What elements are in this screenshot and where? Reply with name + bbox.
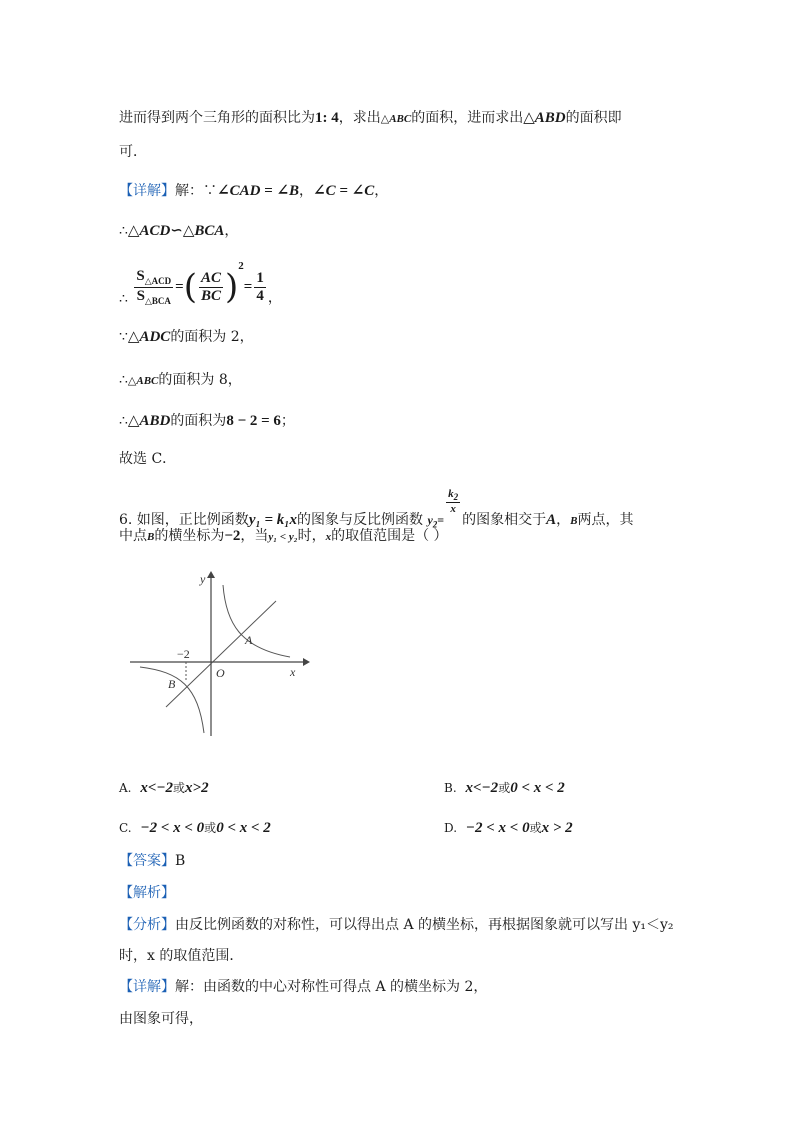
- text: ，: [224, 223, 239, 239]
- question-6-line-2: [119, 526, 448, 547]
- text: =: [243, 279, 253, 295]
- origin-label: O: [216, 666, 225, 680]
- text-line-7: [119, 370, 242, 391]
- variable-x: x: [325, 531, 332, 543]
- answer-value: B: [175, 853, 186, 869]
- side-ratio-fraction: [199, 270, 223, 305]
- text: ，: [267, 290, 282, 306]
- option-c[interactable]: [119, 818, 271, 838]
- option-expr: x > 2: [541, 820, 573, 836]
- text: 或: [204, 821, 217, 835]
- text: 4: [256, 287, 264, 304]
- text: 的面积为 8，: [158, 372, 242, 388]
- x-axis-label: x: [290, 665, 296, 679]
- fenxi-line-2: 时，x 的取值范围．: [119, 948, 244, 964]
- text-line-8: [119, 411, 295, 431]
- text: 时，: [297, 528, 326, 544]
- text: 的面积为 2，: [170, 329, 254, 345]
- text: △ACD: [144, 275, 172, 286]
- detail-heading: 【详解】: [119, 979, 175, 995]
- fenxi-line: [119, 915, 674, 935]
- analysis-heading: 【解析】: [119, 885, 175, 901]
- text: ，当: [240, 528, 269, 544]
- hyperbola-branch-1: [223, 585, 290, 657]
- text-line-2: 可．: [119, 144, 147, 160]
- triangle-abd: △ABD: [127, 413, 171, 429]
- answer-heading: 【答案】: [119, 853, 175, 869]
- text: ∴: [119, 413, 128, 429]
- text: S: [136, 267, 145, 284]
- text: 6. 如图，正比例函数: [119, 512, 249, 529]
- last-line: 由图象可得，: [119, 1011, 203, 1027]
- y-axis-label: y: [200, 572, 206, 586]
- calc-expr: 8 − 2 = 6: [226, 413, 281, 429]
- detail-line: [119, 977, 487, 997]
- point-a-label: A: [245, 633, 253, 647]
- result-fraction: [254, 270, 266, 305]
- text: 的图象相交于: [462, 512, 547, 529]
- triangle-abc: △ABC: [380, 113, 412, 125]
- option-b[interactable]: [444, 778, 565, 798]
- text: AC: [200, 269, 221, 286]
- question-6-line-1: [119, 488, 633, 530]
- triangle-adc: △ADC: [127, 329, 171, 345]
- text: 解：∵: [175, 183, 217, 199]
- x-axis-arrow: [303, 658, 310, 666]
- option-expr: 0 < x < 2: [216, 820, 271, 836]
- option-label: A.: [119, 781, 132, 795]
- text: ，: [299, 183, 314, 199]
- text: 的横坐标为: [154, 528, 225, 544]
- point-a: A: [546, 512, 557, 529]
- text: 或: [529, 821, 542, 835]
- text: 的面积，进而求出: [411, 110, 524, 126]
- text: 的面积即: [565, 110, 622, 126]
- text: ，: [556, 512, 571, 529]
- ratio-expr: 1: 4: [315, 110, 339, 126]
- text: 中点: [119, 528, 147, 544]
- triangle-abc: △ABC: [127, 375, 159, 387]
- option-a[interactable]: [119, 778, 209, 798]
- text: ，: [374, 183, 389, 199]
- text: ；: [280, 413, 295, 429]
- point-b: B: [570, 515, 578, 528]
- triangle-abd: △ABD: [523, 110, 566, 126]
- point-b: B: [147, 531, 155, 543]
- exponent: 2: [238, 260, 244, 272]
- text: 由反比例函数的对称性，可以得出点 A 的横坐标，再根据图象就可以写出 y₁＜y₂: [175, 917, 674, 933]
- y-axis-arrow: [207, 571, 215, 578]
- option-expr: −2 < x < 0: [465, 820, 530, 836]
- area-ratio-fraction: [134, 268, 173, 307]
- option-expr: 0 < x < 2: [510, 780, 565, 796]
- point-b-label: B: [168, 677, 176, 691]
- option-label: C.: [119, 821, 132, 835]
- text-line-5: [119, 260, 282, 307]
- text: ∴: [119, 223, 128, 239]
- option-label: D.: [444, 821, 458, 835]
- function-graph: [120, 568, 310, 740]
- angle-expr: ∠C = ∠C: [313, 183, 375, 199]
- option-expr: x<−2: [140, 780, 174, 796]
- text-line-1: [119, 108, 622, 129]
- text-line-9: 故选 C．: [119, 451, 177, 467]
- right-paren: ): [224, 267, 239, 307]
- condition: y₁ < y₂: [268, 531, 298, 543]
- fenxi-heading: 【分析】: [119, 917, 175, 933]
- text-line-4: [119, 221, 238, 241]
- text-line-3: [119, 181, 388, 201]
- option-expr: x>2: [185, 780, 209, 796]
- text: ，求出: [338, 110, 381, 126]
- option-expr: −2 < x < 0: [140, 820, 205, 836]
- option-label: B.: [444, 781, 457, 795]
- text: 的图象与反比例函数: [296, 512, 423, 529]
- text: ∵: [119, 329, 128, 345]
- linear-function: y₁ = k₁x: [248, 512, 297, 529]
- text: S: [136, 287, 145, 304]
- left-paren: (: [183, 267, 197, 307]
- text: 进而得到两个三角形的面积比为: [119, 110, 315, 126]
- similar-expr: △ACD∽△BCA: [127, 223, 225, 239]
- value: −2: [224, 528, 241, 544]
- option-d[interactable]: [444, 818, 573, 838]
- text-line-6: [119, 327, 254, 347]
- text: ∴: [119, 372, 128, 388]
- text: ∴: [119, 291, 128, 307]
- text: 解：由函数的中心对称性可得点 A 的横坐标为 2，: [175, 979, 488, 995]
- text: 或: [173, 781, 186, 795]
- tick-minus-2: −2: [177, 647, 190, 661]
- answer-line: [119, 851, 185, 871]
- text: 的面积为: [170, 413, 227, 429]
- angle-expr: ∠CAD = ∠B: [217, 183, 300, 199]
- option-expr: x<−2: [465, 780, 499, 796]
- text: 两点，其: [577, 512, 634, 529]
- text: 的取值范围是（ ）: [331, 528, 448, 544]
- text: =: [175, 279, 184, 295]
- text: BC: [200, 287, 221, 304]
- text: 或: [498, 781, 511, 795]
- text: △BCA: [144, 295, 171, 306]
- text: 1: [256, 269, 264, 286]
- inverse-function: $y_2=$ $\frac{k_2}{x}$: [427, 488, 459, 530]
- detail-heading: 【详解】: [119, 183, 175, 199]
